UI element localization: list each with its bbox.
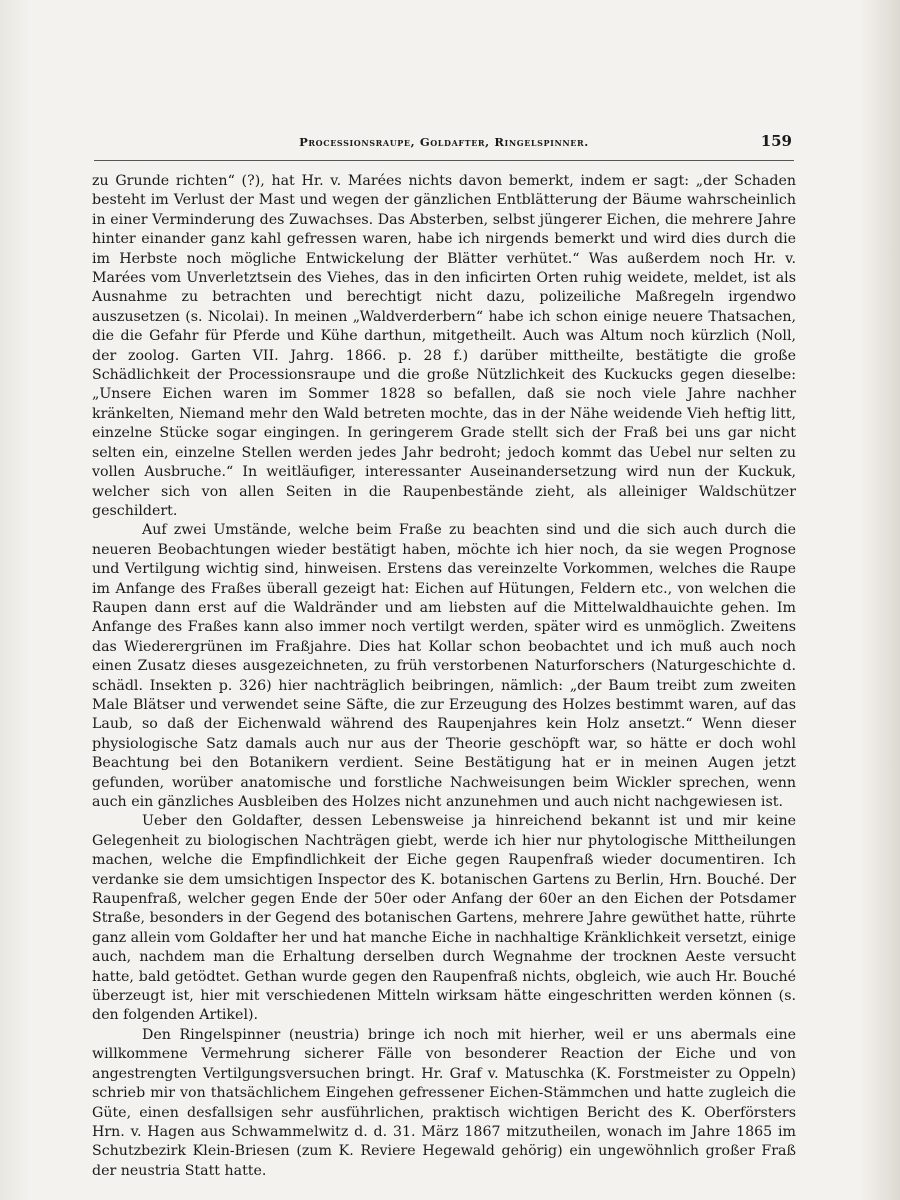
- page-number: 159: [760, 132, 792, 150]
- running-head: Processionsraupe, Goldafter, Ringelspinner.: [299, 135, 589, 149]
- paragraph-2: Auf zwei Umstände, welche beim Fraße zu beachten sind und die sich auch durch die neueren Beobachtungen wieder bestätigt haben, möchte ich hier noch, da sie wegen Prognose und Vertilgung wichtig sind, hinweisen. Erstens das vereinzelte Vorkommen, welches die Raupe im Anfange des Fraßes überall gezeigt hat: Eichen auf Hütungen, Feldern etc., von welchen die Raupen dann erst auf die Waldränder und am liebsten auf die Mittelwaldhauichte gehen. Im Anfange des Fraßes kann also immer noch vertilgt werden, später wird es unmöglich. Zweitens das Wiederergrünen im Fraßjahre. Dies hat Kollar schon beobachtet und ich muß auch noch einen Zusatz dieses ausgezeichneten, zu früh verstorbenen Naturforschers (Naturgeschichte d. schädl. Insekten p. 326) hier nachträglich beibringen, nämlich: „der Baum treibt zum zweiten Male Blätser und verwendet seine Säfte, die zur Erzeugung des Holzes bestimmt waren, auf das Laub, so daß der Eichenwald während des Raupenjahres kein Holz ansetzt.“ Wenn dieser physiologische Satz damals auch nur aus der Theorie geschöpft war, so hätte er doch wohl Beachtung bei den Botanikern verdient. Seine Bestätigung hat er in meinen Augen jetzt gefunden, worüber anatomische und forstliche Nachweisungen beim Wickler sprechen, wenn auch ein gänzliches Ausbleiben des Holzes nicht anzunehmen und auch nicht nachgewiesen ist.: [92, 522, 796, 810]
- paragraph-4: Den Ringelspinner (neustria) bringe ich noch mit hierher, weil er uns abermals eine willkommene Vermehrung sicherer Fälle von besonderer Reaction der Eiche und von angestrengten Vertilgungsversuchen bringt. Hr. Graf v. Matuschka (K. Forstmeister zu Oppeln) schrieb mir von thatsächlichem Eingehen gefressener Eichen-Stämmchen und hatte zugleich die Güte, einen desfallsigen sehr ausführlichen, praktisch wichtigen Bericht des K. Oberförsters Hrn. v. Hagen aus Schwammelwitz d. d. 31. März 1867 mitzutheilen, wonach im Jahre 1865 im Schutzbezirk Klein-Briesen (zum K. Reviere Hegewald gehörig) ein ungewöhnlich großer Fraß der neustria Statt hatte.: [92, 1026, 796, 1179]
- paragraph-3: Ueber den Goldafter, dessen Lebensweise ja hinreichend bekannt ist und mir keine Gelegenheit zu biologischen Nachträgen giebt, werde ich hier nur phytologische Mittheilungen machen, welche die Empfindlichkeit der Eiche gegen Raupenfraß wieder documentiren. Ich verdanke sie dem umsichtigen Inspector des K. botanischen Gartens zu Berlin, Hrn. Bouché. Der Raupenfraß, welcher gegen Ende der 50er oder Anfang der 60er an den Eichen der Potsdamer Straße, besonders in der Gegend des botanischen Gartens, mehrere Jahre gewüthet hatte, rührte ganz allein vom Goldafter her und hat manche Eiche in nachhaltige Kränklichkeit versetzt, einige auch, nachdem man die Erhaltung derselben durch Wegnahme der trocknen Aeste versucht hatte, bald getödtet. Gethan wurde gegen den Raupenfraß nichts, obgleich, wie auch Hr. Bouché überzeugt ist, hier mit verschiedenen Mitteln wirksam hätte eingeschritten werden können (s. den folgenden Artikel).: [92, 813, 796, 1024]
- body-text: [92, 172, 796, 1181]
- page-header: [94, 132, 794, 157]
- paragraph-1: zu Grunde richten“ (?), hat Hr. v. Marées nichts davon bemerkt, indem er sagt: „der Schaden besteht im Verlust der Mast und wegen der gänzlichen Entblätterung der Bäume wahrscheinlich in einer Verminderung des Zuwachses. Das Absterben, selbst jüngerer Eichen, die mehrere Jahre hinter einander ganz kahl gefressen waren, habe ich nirgends bemerkt und wird dies durch die im Herbste noch mögliche Entwickelung der Blätter verhütet.“ Was außerdem noch Hr. v. Marées vom Unverletztsein des Viehes, das in den inficirten Orten ruhig weidete, meldet, ist als Ausnahme zu betrachten und berechtigt nicht dazu, polizeiliche Maßregeln irgendwo auszusetzen (s. Nicolai). In meinen „Waldverderbern“ habe ich schon einige neuere Thatsachen, die die Gefahr für Pferde und Kühe darthun, mitgetheilt. Auch was Altum noch kürzlich (Noll, der zoolog. Garten VII. Jahrg. 1866. p. 28 f.) darüber mittheilte, bestätigte die große Schädlichkeit der Processionsraupe und die große Nützlichkeit des Kuckucks gegen dieselbe: „Unsere Eichen waren im Sommer 1828 so befallen, daß sie noch viele Jahre nachher kränkelten, Niemand mehr den Wald betreten mochte, das in der Nähe weidende Vieh heftig litt, einzelne Stücke sogar eingingen. In geringerem Grade stellt sich der Fraß bei uns gar nicht selten ein, einzelne Stellen werden jedes Jahr bedroht; jedoch kommt das Uebel nur selten zu vollen Ausbruche.“ In weitläufiger, interessanter Auseinandersetzung wird nun der Kuckuk, welcher sich von allen Seiten in die Raupenbestände zieht, als alleiniger Waldschützer geschildert.: [92, 173, 796, 519]
- header-rule: [94, 160, 794, 161]
